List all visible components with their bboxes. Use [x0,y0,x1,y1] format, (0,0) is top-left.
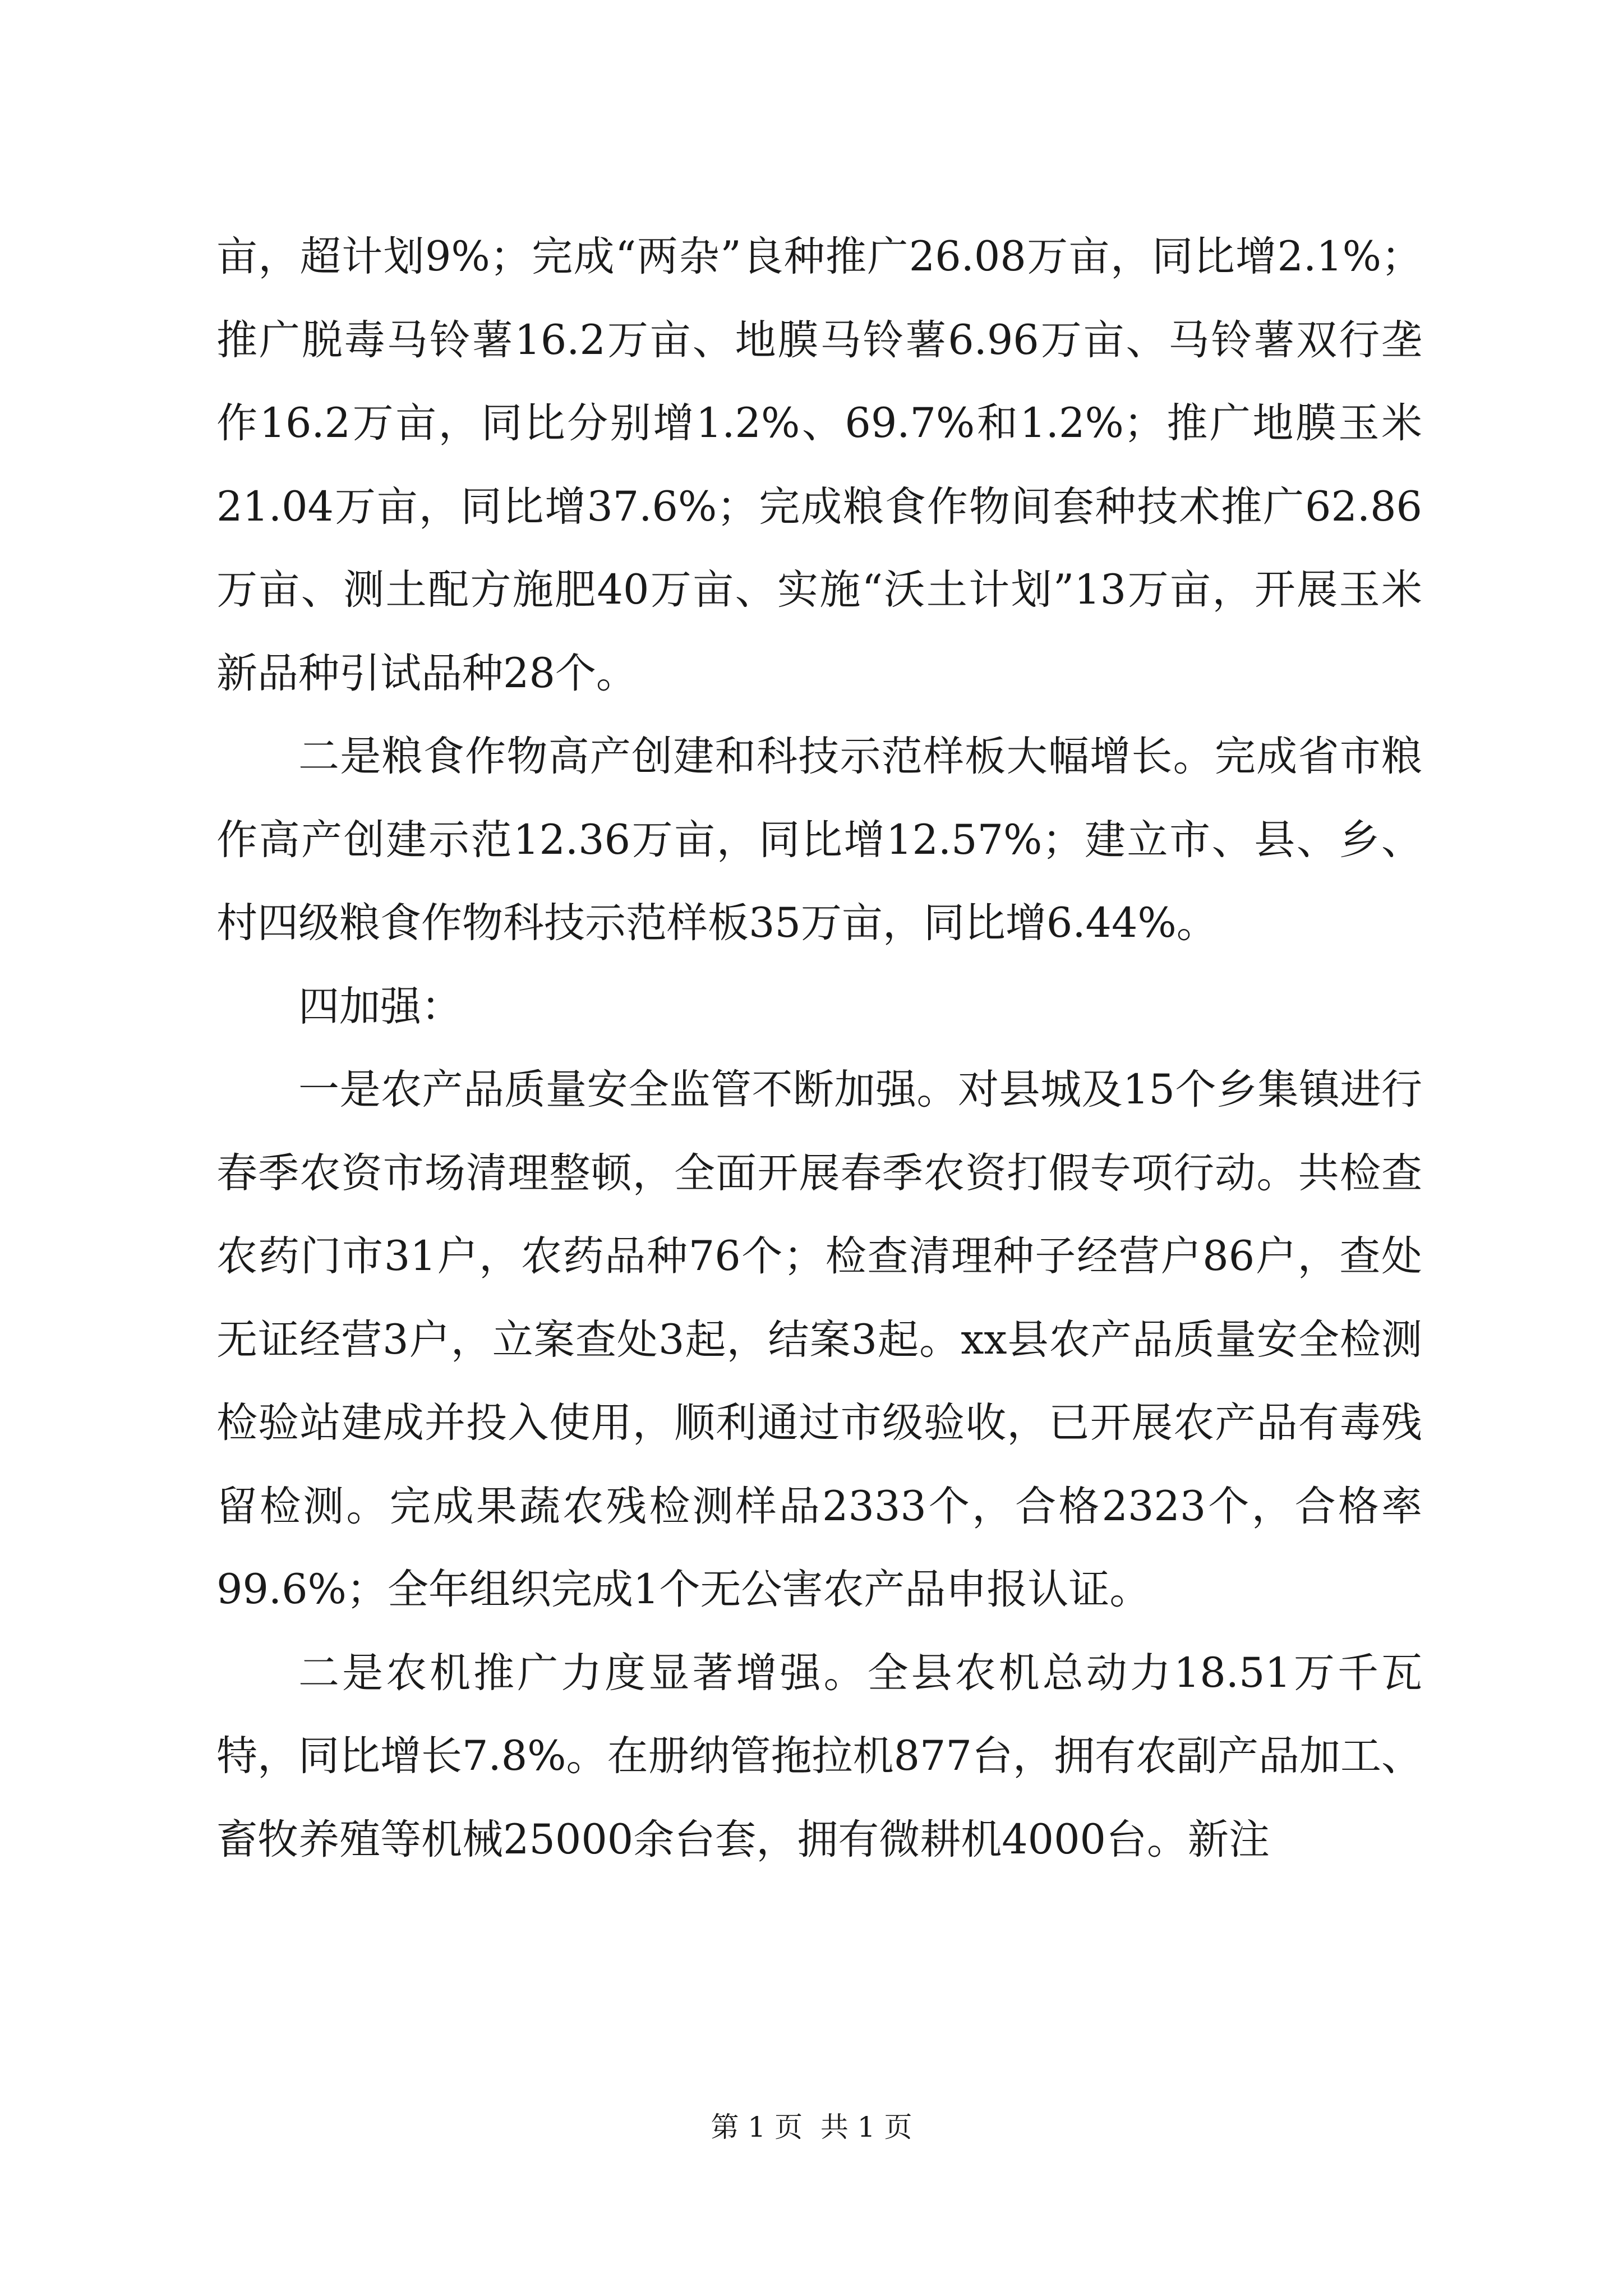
paragraph-continued: 亩，超计划9%；完成“两杂”良种推广26.08万亩，同比增2.1%；推广脱毒马铃薯16.2万亩、地膜马铃薯6.96万亩、马铃薯双行垄作16.2万亩，同比分别增1.2%、69.7%和1.2%；推广地膜玉米21.04万亩，同比增37.6%；完成粮食作物间套种技术推广62.86万亩、测土配方施肥40万亩、实施“沃土计划”13万亩，开展玉米新品种引试品种28个。 [216,233,1422,697]
document-body [216,215,1422,1881]
page-number-footer: 第 1 页 共 1 页 [711,2111,912,2143]
paragraph-farm-machinery: 二是农机推广力度显著增强。全县农机总动力18.51万千瓦特，同比增长7.8%。在册纳管拖拉机877台，拥有农副产品加工、畜牧养殖等机械25000余台套，拥有微耕机4000台。新注 [216,1649,1422,1864]
section-heading-four-strengthen: 四加强： [298,982,462,1030]
paragraph-grain-demo: 二是粮食作物高产创建和科技示范样板大幅增长。完成省市粮作高产创建示范12.36万亩，同比增12.57%；建立市、县、乡、村四级粮食作物科技示范样板35万亩，同比增6.44%。 [216,733,1422,947]
paragraph-quality-safety: 一是农产品质量安全监管不断加强。对县城及15个乡集镇进行春季农资市场清理整顿，全面开展春季农资打假专项行动。共检查农药门市31户，农药品种76个；检查清理种子经营户86户，查处无证经营3户，立案查处3起，结案3起。xx县农产品质量安全检测检验站建成并投入使用，顺利通过市级验收，已开展农产品有毒残留检测。完成果蔬农残检测样品2333个，合格2323个，合格率99.6%；全年组织完成1个无公害农产品申报认证。 [216,1066,1423,1613]
